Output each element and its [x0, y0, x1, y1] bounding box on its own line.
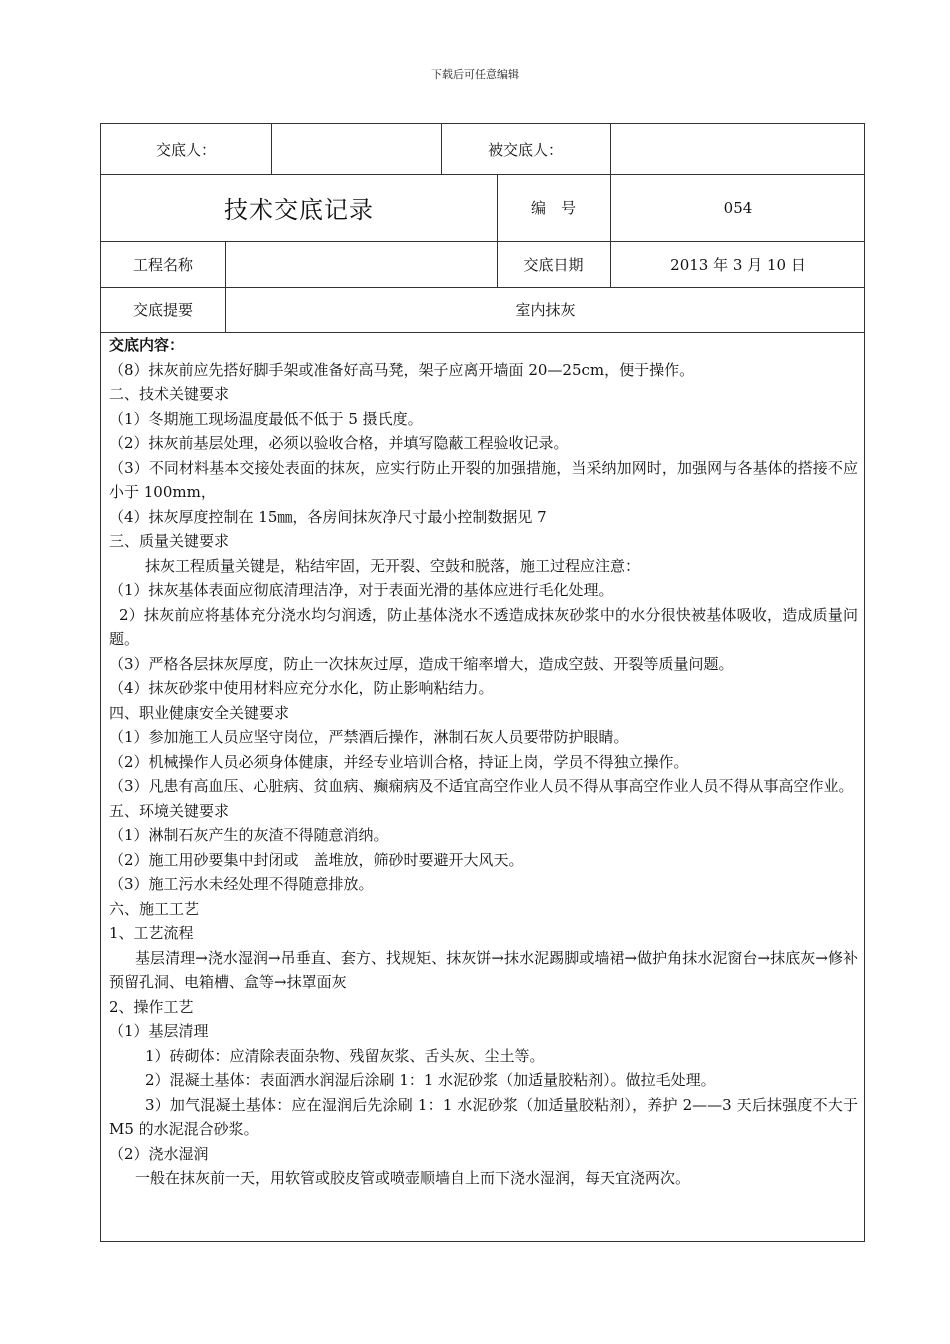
content-line: （1）参加施工人员应坚守岗位，严禁酒后操作，淋制石灰人员要带防护眼睛。 [109, 728, 629, 746]
content-line: （8）抹灰前应先搭好脚手架或准备好高马凳，架子应离开墙面 20—25cm，便于操作。 [109, 360, 695, 379]
content-heading: 交底内容： [109, 336, 185, 354]
section-heading: 四、职业健康安全关键要求 [109, 703, 290, 722]
disclosure-table [100, 123, 865, 1242]
content-line: （3）凡患有高血压、心脏病、贫血病、癫痫病及不适宜高空作业人员不得从事高空作业人员不得从事高空作业。 [109, 777, 854, 795]
receiver-label: 被交底人： [487, 140, 563, 159]
summary-label: 交底提要 [132, 301, 193, 319]
subsection-heading: 2、操作工艺 [109, 997, 194, 1016]
content-line: （2）浇水湿润 [109, 1144, 209, 1163]
content-line: 3）加气混凝土基体：应在湿润后先涂刷 1：1 水泥砂浆（加适量胶粘剂），养护 2——3 天后抹强度不大于 M5 的水泥混合砂浆。 [109, 1095, 858, 1138]
content-line: （4）抹灰厚度控制在 15㎜，各房间抹灰净尺寸最小控制数据见 7 [109, 507, 547, 526]
disclosure-content [109, 333, 858, 1191]
content-line: 2）抹灰前应将基体充分浇水均匀润透，防止基体浇水不透造成抹灰砂浆中的水分很快被基体吸收，造成质量问题。 [109, 605, 858, 648]
disclosure-person-label: 交底人： [155, 140, 216, 159]
content-line: （3）严格各层抹灰厚度，防止一次抹灰过厚，造成干缩率增大，造成空鼓、开裂等质量问题。 [109, 654, 734, 673]
content-line: （1）基层清理 [109, 1022, 209, 1040]
content-line: 抹灰工程质量关键是，粘结牢固，无开裂、空鼓和脱落，施工过程应注意： [145, 556, 641, 575]
process-flow: 基层清理→浇水湿润→吊垂直、套方、找规矩、抹灰饼→抹水泥踢脚或墙裙→做护角抹水泥窗台→抹底灰→修补预留孔洞、电箱槽、盒等→抹罩面灰 [109, 948, 858, 991]
subsection-heading: 1、工艺流程 [109, 924, 194, 942]
number-value: 054 [723, 198, 753, 217]
content-line: （3）施工污水未经处理不得随意排放。 [109, 875, 374, 893]
section-heading: 六、施工工艺 [109, 899, 200, 918]
content-line: （2）机械操作人员必须身体健康，并经专业培训合格，持证上岗，学员不得独立操作。 [109, 752, 689, 771]
document-title: 技术交底记录 [224, 196, 374, 224]
date-value: 2013 年 3 月 10 日 [670, 255, 806, 274]
content-line: （2）施工用砂要集中封闭或 盖堆放，筛砂时要避开大风天。 [109, 850, 524, 869]
content-line: 1）砖砌体：应清除表面杂物、残留灰浆、舌头灰、尘土等。 [145, 1046, 545, 1065]
number-label: 编 号 [530, 199, 576, 217]
project-name-label: 工程名称 [132, 255, 193, 274]
header-note: 下载后可任意编辑 [431, 68, 519, 81]
content-line: （1）淋制石灰产生的灰渣不得随意消纳。 [109, 826, 389, 844]
project-name-value[interactable] [225, 241, 497, 287]
content-line: （4）抹灰砂浆中使用材料应充分水化，防止影响粘结力。 [109, 679, 494, 697]
disclosure-person-value[interactable] [271, 124, 441, 174]
content-line: （1）冬期施工现场温度最低不低于 5 摄氏度。 [109, 409, 423, 428]
summary-value: 室内抹灰 [515, 301, 576, 319]
content-line: （1）抹灰基体表面应彻底清理洁净，对于表面光滑的基体应进行毛化处理。 [109, 581, 614, 599]
section-heading: 五、环境关键要求 [109, 801, 230, 820]
section-heading: 三、质量关键要求 [109, 532, 230, 550]
content-line: 2）混凝土基体：表面洒水润湿后涂刷 1：1 水泥砂浆（加适量胶粘剂）。做拉毛处理。 [145, 1071, 716, 1089]
section-heading: 二、技术关键要求 [109, 385, 230, 403]
date-label: 交底日期 [523, 255, 584, 274]
content-line: 一般在抹灰前一天，用软管或胶皮管或喷壶顺墙自上而下浇水湿润，每天宜浇两次。 [135, 1169, 691, 1187]
receiver-value[interactable] [610, 124, 866, 174]
content-line: （3）不同材料基本交接处表面的抹灰，应实行防止开裂的加强措施，当采纳加网时，加强网与各基体的搭接不应小于 100mm， [109, 458, 858, 501]
content-line: （2）抹灰前基层处理，必须以验收合格，并填写隐蔽工程验收记录。 [109, 434, 569, 452]
